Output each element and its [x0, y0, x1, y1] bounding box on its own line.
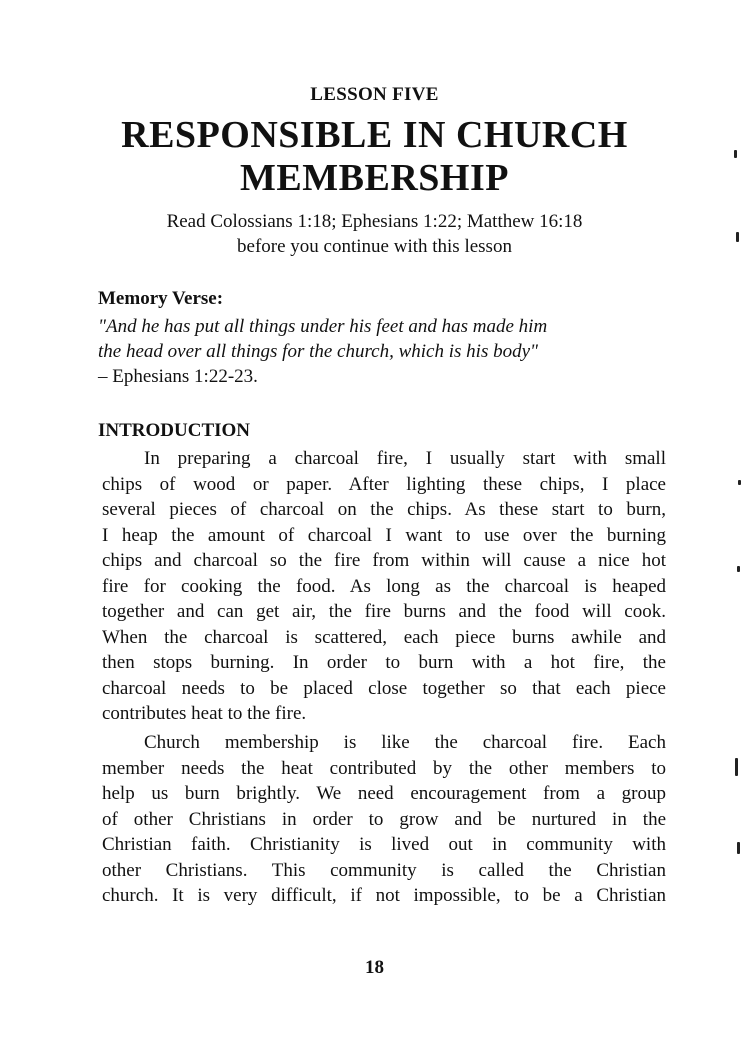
paragraph-line: church. It is very difficult, if not impossible, to be a Christian	[102, 885, 666, 906]
paragraph-line: then stops burning. In order to burn with a hot fire, the	[102, 652, 666, 673]
scan-speck	[738, 480, 741, 485]
paragraph-line: member needs the heat contributed by the other members to	[102, 757, 666, 779]
scan-speck	[736, 232, 739, 242]
introduction-heading: INTRODUCTION	[98, 420, 251, 441]
page-number: 18	[365, 957, 384, 978]
paragraph-line: charcoal needs to be placed close together so that each piece	[102, 677, 666, 699]
lesson-label: LESSON FIVE	[310, 84, 439, 105]
introduction-paragraph-2	[102, 730, 666, 909]
paragraph-line: other Christians. This community is called the Christian	[102, 859, 666, 881]
paragraph-line: together and can get air, the fire burns and the food will cook.	[102, 601, 666, 622]
paragraph-line: Church membership is like the charcoal fire. Each	[144, 732, 666, 753]
memory-verse-line-2: the head over all things for the church, which is his body"	[98, 341, 538, 362]
paragraph-line: In preparing a charcoal fire, I usually start with small	[144, 448, 666, 469]
paragraph-line: When the charcoal is scattered, each piece burns awhile and	[102, 626, 666, 648]
paragraph-line: several pieces of charcoal on the chips. As these start to burn,	[102, 499, 666, 520]
paragraph-line: chips and charcoal so the fire from within will cause a nice hot	[102, 550, 666, 571]
paragraph-line: fire for cooking the food. As long as the charcoal is heaped	[102, 575, 666, 597]
introduction-paragraph-1	[102, 446, 666, 727]
reading-line-1: Read Colossians 1:18; Ephesians 1:22; Matthew 16:18	[166, 211, 583, 232]
scan-speck	[735, 758, 738, 776]
paragraph-line: contributes heat to the fire.	[102, 703, 307, 724]
memory-verse-reference: – Ephesians 1:22-23.	[98, 366, 258, 387]
memory-verse-line-1: "And he has put all things under his feet and has made him	[98, 316, 548, 337]
title-line-2: MEMBERSHIP	[240, 157, 509, 199]
paragraph-line: help us burn brightly. We need encouragement from a group	[102, 783, 666, 804]
reading-line-2: before you continue with this lesson	[237, 236, 512, 257]
memory-verse	[98, 314, 678, 389]
scan-speck	[737, 566, 740, 572]
paragraph-line: of other Christians in order to grow and be nurtured in the	[102, 808, 666, 830]
scan-speck	[737, 842, 740, 854]
memory-verse-heading: Memory Verse:	[98, 288, 224, 309]
reading-instruction	[0, 209, 749, 259]
paragraph-line: chips of wood or paper. After lighting these chips, I place	[102, 473, 666, 495]
lesson-title	[0, 114, 749, 200]
title-line-1: RESPONSIBLE IN CHURCH	[121, 114, 628, 156]
paragraph-line: Christian faith. Christianity is lived out in community with	[102, 834, 666, 855]
paragraph-line: I heap the amount of charcoal I want to use over the burning	[102, 524, 666, 546]
scan-speck	[734, 150, 737, 158]
